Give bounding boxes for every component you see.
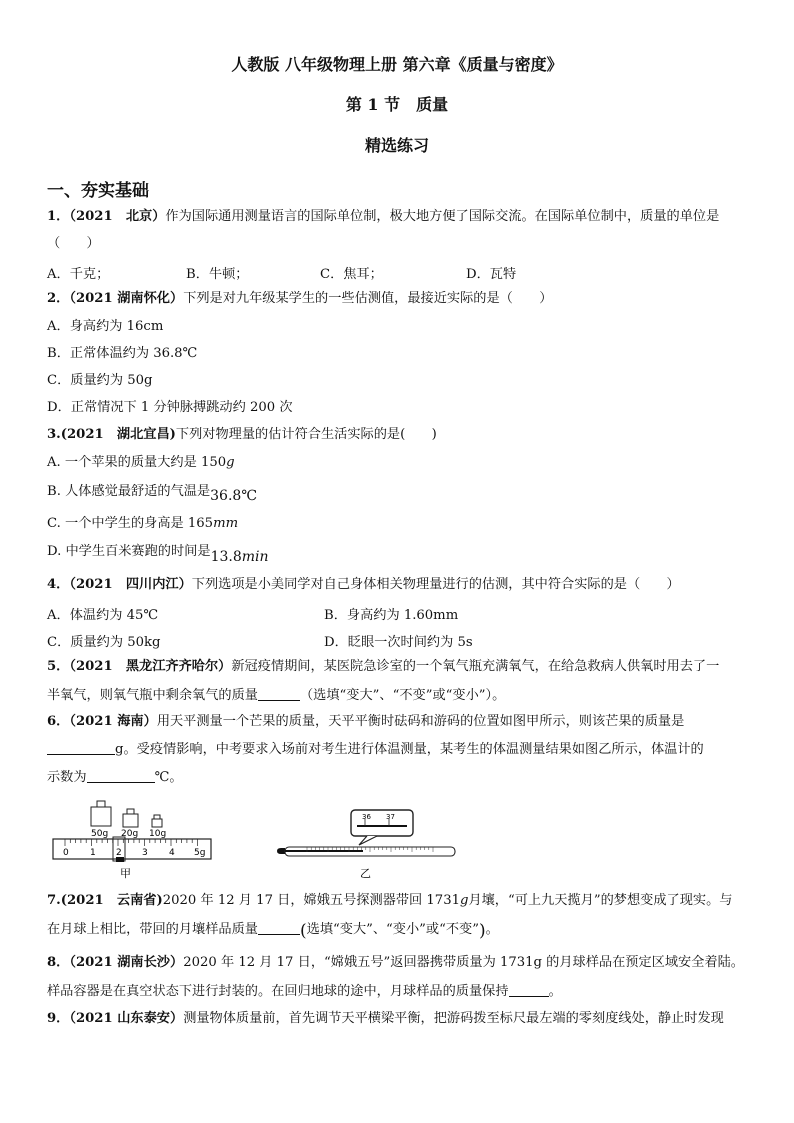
question-6-line3: 示数为 ℃。: [47, 770, 183, 785]
option-b: B．牛顿；: [186, 267, 249, 282]
figure-label-jia: 甲: [120, 867, 131, 880]
option-a: A．千克；: [47, 267, 110, 282]
ruler-tick-label: 3: [142, 848, 148, 858]
answer-blank[interactable]: [258, 920, 300, 935]
subtitle: 精选练习: [364, 136, 429, 155]
question-5-stem: 5．（2021 黑龙江齐齐哈尔）新冠疫情期间，某医院急诊室的一个氧气瓶充满氧气，在给急救病人供氧时用去了一: [47, 659, 720, 674]
option-d: D．瓦特: [466, 267, 517, 282]
option-a: A．体温约为 45℃: [47, 608, 159, 623]
ruler-tick-label: 4: [169, 848, 175, 858]
question-7-line2: 在月球上相比，带回的月壤样品质量 (选填“变大”、“变小”或“不变”)。: [47, 921, 499, 941]
option-d: D．正常情况下 1 分钟脉搏跳动约 200 次: [47, 400, 293, 415]
weight-50g: [91, 801, 111, 826]
option-b: B．身高约为 1.60mm: [324, 608, 459, 623]
ruler-tick-label: 1: [90, 848, 96, 858]
thermometer-magnifier: [351, 810, 413, 845]
option-d: D. 中学生百米赛跑的时间是13.8min: [47, 544, 269, 565]
figure-label-yi: 乙: [360, 867, 371, 880]
question-8-stem: 8．（2021 湖南长沙）2020 年 12 月 17 日，“嫦娥五号”返回器携带质量为 1731g 的月球样品在预定区域安全着陆。: [47, 955, 744, 970]
weight-label: 50g: [91, 829, 109, 839]
question-1-paren: （ ）: [47, 236, 100, 251]
section-title: 第 1 节 质量: [345, 95, 449, 114]
option-b: B．正常体温约为 36.8℃: [47, 346, 198, 361]
thermometer: [277, 847, 455, 856]
question-7-stem: 7.(2021 云南省)2020 年 12 月 17 日，嫦娥五号探测器带回 1731g月壤，“可上九天揽月”的梦想变成了现实。与: [47, 893, 733, 908]
option-d: D．眨眼一次时间约为 5s: [324, 635, 473, 650]
question-1-stem: 1．（2021 北京）作为国际通用测量语言的国际单位制，极大地方便了国际交流。在国际单位制中，质量的单位是: [47, 209, 720, 224]
doc-title: 人教版 八年级物理上册 第六章《质量与密度》: [231, 55, 563, 74]
weight-label: 10g: [149, 829, 167, 839]
answer-blank[interactable]: [47, 740, 115, 755]
answer-blank[interactable]: [87, 768, 155, 783]
part-heading: 一、夯实基础: [47, 181, 149, 201]
ruler-tick-label: 2: [116, 848, 122, 858]
question-8-line2: 样品容器是在真空状态下进行封装的。在回归地球的途中，月球样品的质量保持 。: [47, 984, 562, 999]
weight-label: 20g: [121, 829, 139, 839]
option-c: C．质量约为 50g: [47, 373, 153, 388]
answer-blank[interactable]: [258, 686, 300, 701]
option-a: A. 一个苹果的质量大约是 150g: [47, 455, 235, 470]
question-5-line2: 半氧气，则氧气瓶中剩余氧气的质量 （选填“变大”、“不变”或“变小”）。: [47, 688, 506, 703]
question-6-line2: g。受疫情影响，中考要求入场前对考生进行体温测量，某考生的体温测量结果如图乙所示，体温计的: [47, 740, 704, 759]
question-2-stem: 2．（2021 湖南怀化）下列是对九年级某学生的一些估测值，最接近实际的是（ ）: [47, 291, 553, 306]
ruler-tick-label: 0: [63, 848, 69, 858]
thermo-label: 37: [386, 813, 395, 821]
figure-balance-thermometer: [45, 795, 465, 885]
ruler-tick-label: 5g: [194, 848, 206, 858]
thermo-label: 36: [362, 813, 371, 821]
weight-10g: [152, 815, 162, 827]
question-3-stem: 3.(2021 湖北宜昌)下列对物理量的估计符合生活实际的是( ): [47, 427, 437, 442]
option-a: A．身高约为 16cm: [47, 319, 164, 334]
question-6-stem: 6．（2021 海南）用天平测量一个芒果的质量，天平平衡时砝码和游码的位置如图甲所示，则该芒果的质量是: [47, 714, 685, 729]
option-c: C. 一个中学生的身高是 165mm: [47, 516, 239, 531]
option-c: C．焦耳；: [320, 267, 383, 282]
question-9-stem: 9．（2021 山东泰安）测量物体质量前，首先调节天平横梁平衡，把游码拨至标尺最左端的零刻度线处，静止时发现: [47, 1011, 724, 1026]
answer-blank[interactable]: [509, 982, 549, 997]
ruler-scale: [53, 837, 211, 862]
weight-20g: [123, 809, 138, 827]
option-b: B. 人体感觉最舒适的气温是36.8℃: [47, 484, 257, 504]
option-c: C．质量约为 50kg: [47, 635, 161, 650]
question-4-stem: 4．（2021 四川内江）下列选项是小美同学对自己身体相关物理量进行的估测，其中符合实际的是（ ）: [47, 577, 680, 592]
